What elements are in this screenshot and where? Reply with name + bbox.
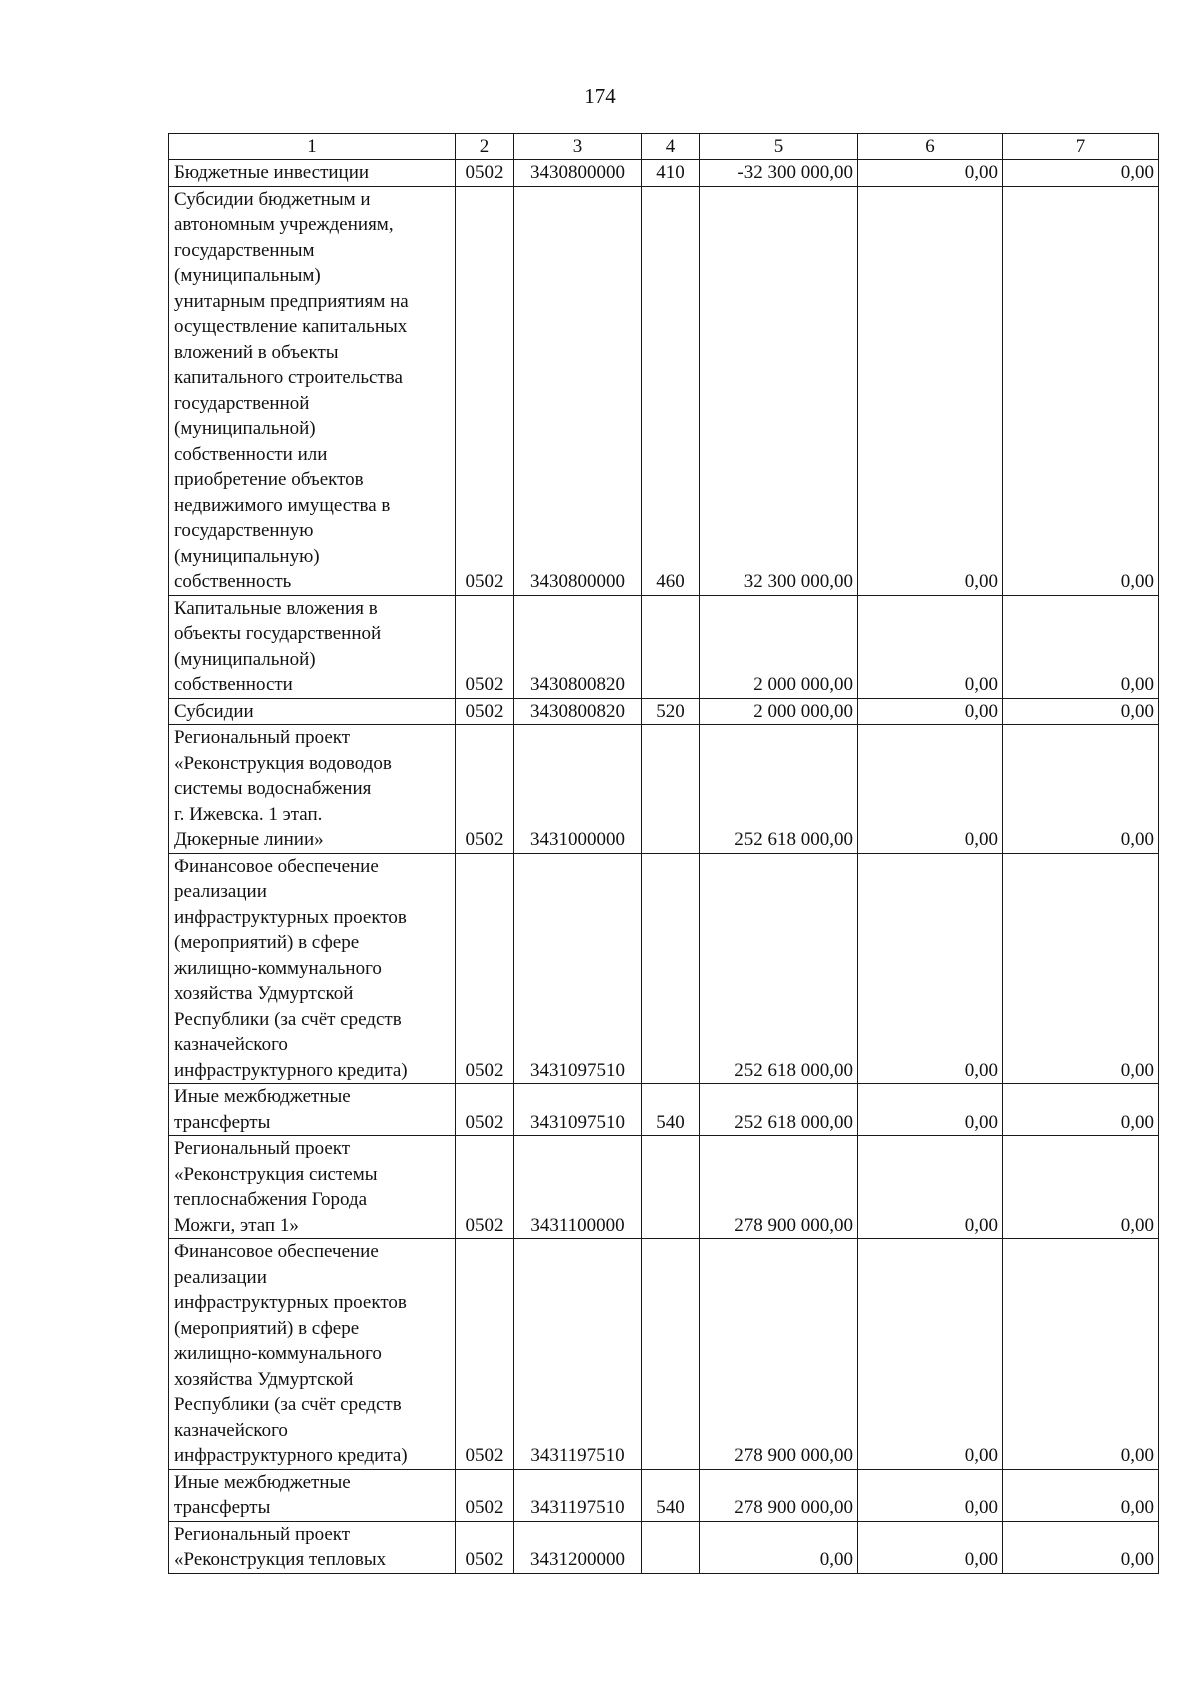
- amount-cell: 2 000 000,00: [700, 595, 858, 698]
- col6-amount-cell: 0,00: [858, 698, 1003, 725]
- table-row: [169, 725, 1159, 854]
- target-code-cell: 3431100000: [514, 1136, 642, 1239]
- row-name-cell: [169, 186, 456, 595]
- expense-type-cell: [642, 1136, 700, 1239]
- table-row: [169, 1521, 1159, 1573]
- col6-amount-cell: 0,00: [858, 1084, 1003, 1136]
- col6-amount-cell: 0,00: [858, 186, 1003, 595]
- amount-cell: -32 300 000,00: [700, 160, 858, 187]
- row-name-text: Региональный проект «Реконструкция тепловых: [174, 1523, 387, 1570]
- page-number: 174: [584, 84, 616, 108]
- target-code-cell: 3431000000: [514, 725, 642, 854]
- expense-type-cell: 460: [642, 186, 700, 595]
- col7-amount-cell: 0,00: [1003, 1136, 1159, 1239]
- row-name-text: Бюджетные инвестиции: [174, 162, 370, 183]
- col6-amount-cell: 0,00: [858, 1469, 1003, 1521]
- col7-amount-cell: 0,00: [1003, 160, 1159, 187]
- table-row: [169, 1136, 1159, 1239]
- table-header: [169, 134, 1159, 160]
- table-row: [169, 160, 1159, 187]
- row-name-text: Субсидии бюджетным и автономным учреждениям, государственным (муниципальным) унитарным предприятиям на осуществление капитальных вложений в объекты капитального строительства государственной (муниципальной) собственности или приобретение объектов недвижимого имущества в государственную (муниципальную) собственность: [174, 188, 409, 592]
- section-code-cell: 0502: [456, 725, 514, 854]
- section-code-cell: 0502: [456, 853, 514, 1084]
- budget-table: [168, 133, 1159, 1574]
- table-row: [169, 186, 1159, 595]
- col7-amount-cell: 0,00: [1003, 1084, 1159, 1136]
- header-col-7: 7: [1003, 134, 1159, 160]
- row-name-text: Региональный проект «Реконструкция системы теплоснабжения Города Можги, этап 1»: [174, 1138, 378, 1236]
- col7-amount-cell: 0,00: [1003, 698, 1159, 725]
- row-name-cell: [169, 1136, 456, 1239]
- col6-amount-cell: 0,00: [858, 853, 1003, 1084]
- section-code-cell: 0502: [456, 1084, 514, 1136]
- expense-type-cell: 540: [642, 1084, 700, 1136]
- amount-cell: 252 618 000,00: [700, 853, 858, 1084]
- row-name-cell: [169, 853, 456, 1084]
- expense-type-cell: [642, 1521, 700, 1573]
- target-code-cell: 3431197510: [514, 1469, 642, 1521]
- expense-type-cell: [642, 725, 700, 854]
- expense-type-cell: 540: [642, 1469, 700, 1521]
- target-code-cell: 3431200000: [514, 1521, 642, 1573]
- table-row: [169, 1084, 1159, 1136]
- amount-cell: 252 618 000,00: [700, 1084, 858, 1136]
- section-code-cell: 0502: [456, 186, 514, 595]
- col7-amount-cell: 0,00: [1003, 1239, 1159, 1470]
- col7-amount-cell: 0,00: [1003, 1469, 1159, 1521]
- table-body: [169, 160, 1159, 1574]
- header-col-4: 4: [642, 134, 700, 160]
- row-name-cell: [169, 1469, 456, 1521]
- table-row: [169, 853, 1159, 1084]
- amount-cell: 32 300 000,00: [700, 186, 858, 595]
- col7-amount-cell: 0,00: [1003, 186, 1159, 595]
- expense-type-cell: [642, 853, 700, 1084]
- col7-amount-cell: 0,00: [1003, 853, 1159, 1084]
- target-code-cell: 3430800820: [514, 698, 642, 725]
- row-name-text: Иные межбюджетные трансферты: [174, 1086, 351, 1133]
- expense-type-cell: 410: [642, 160, 700, 187]
- header-col-6: 6: [858, 134, 1003, 160]
- row-name-text: Финансовое обеспечение реализации инфраструктурных проектов (мероприятий) в сфере жилищно-коммунального хозяйства Удмуртской Республики (за счёт средств казначейского инфраструктурного кредита): [174, 855, 408, 1081]
- row-name-cell: [169, 1084, 456, 1136]
- col7-amount-cell: 0,00: [1003, 725, 1159, 854]
- target-code-cell: 3430800000: [514, 160, 642, 187]
- section-code-cell: 0502: [456, 1136, 514, 1239]
- section-code-cell: 0502: [456, 1469, 514, 1521]
- amount-cell: 0,00: [700, 1521, 858, 1573]
- expense-type-cell: [642, 1239, 700, 1470]
- section-code-cell: 0502: [456, 160, 514, 187]
- row-name-cell: [169, 698, 456, 725]
- header-row: [169, 134, 1159, 160]
- header-col-1: 1: [169, 134, 456, 160]
- row-name-text: Региональный проект «Реконструкция водоводов системы водоснабжения г. Ижевска. 1 этап. Дюкерные линии»: [174, 727, 392, 850]
- table-row: [169, 595, 1159, 698]
- section-code-cell: 0502: [456, 595, 514, 698]
- row-name-cell: [169, 595, 456, 698]
- col7-amount-cell: 0,00: [1003, 1521, 1159, 1573]
- row-name-cell: [169, 160, 456, 187]
- row-name-text: Капитальные вложения в объекты государственной (муниципальной) собственности: [174, 597, 382, 695]
- row-name-text: Субсидии: [174, 700, 254, 722]
- col6-amount-cell: 0,00: [858, 160, 1003, 187]
- amount-cell: 278 900 000,00: [700, 1239, 858, 1470]
- header-col-5: 5: [700, 134, 858, 160]
- expense-type-cell: 520: [642, 698, 700, 725]
- section-code-cell: 0502: [456, 1239, 514, 1470]
- target-code-cell: 3430800000: [514, 186, 642, 595]
- col6-amount-cell: 0,00: [858, 1136, 1003, 1239]
- table-row: [169, 1239, 1159, 1470]
- amount-cell: 278 900 000,00: [700, 1136, 858, 1239]
- amount-cell: 2 000 000,00: [700, 698, 858, 725]
- col6-amount-cell: 0,00: [858, 1239, 1003, 1470]
- target-code-cell: 3431097510: [514, 1084, 642, 1136]
- section-code-cell: 0502: [456, 698, 514, 725]
- header-col-3: 3: [514, 134, 642, 160]
- expense-type-cell: [642, 595, 700, 698]
- col6-amount-cell: 0,00: [858, 725, 1003, 854]
- target-code-cell: 3431097510: [514, 853, 642, 1084]
- row-name-text: Иные межбюджетные трансферты: [174, 1471, 351, 1518]
- table-row: [169, 1469, 1159, 1521]
- header-col-2: 2: [456, 134, 514, 160]
- row-name-cell: [169, 1239, 456, 1470]
- target-code-cell: 3431197510: [514, 1239, 642, 1470]
- target-code-cell: 3430800820: [514, 595, 642, 698]
- section-code-cell: 0502: [456, 1521, 514, 1573]
- col7-amount-cell: 0,00: [1003, 595, 1159, 698]
- col6-amount-cell: 0,00: [858, 595, 1003, 698]
- amount-cell: 252 618 000,00: [700, 725, 858, 854]
- amount-cell: 278 900 000,00: [700, 1469, 858, 1521]
- table-row: [169, 698, 1159, 725]
- row-name-text: Финансовое обеспечение реализации инфраструктурных проектов (мероприятий) в сфере жилищно-коммунального хозяйства Удмуртской Республики (за счёт средств казначейского инфраструктурного кредита): [174, 1241, 408, 1466]
- row-name-cell: [169, 1521, 456, 1573]
- col6-amount-cell: 0,00: [858, 1521, 1003, 1573]
- row-name-cell: [169, 725, 456, 854]
